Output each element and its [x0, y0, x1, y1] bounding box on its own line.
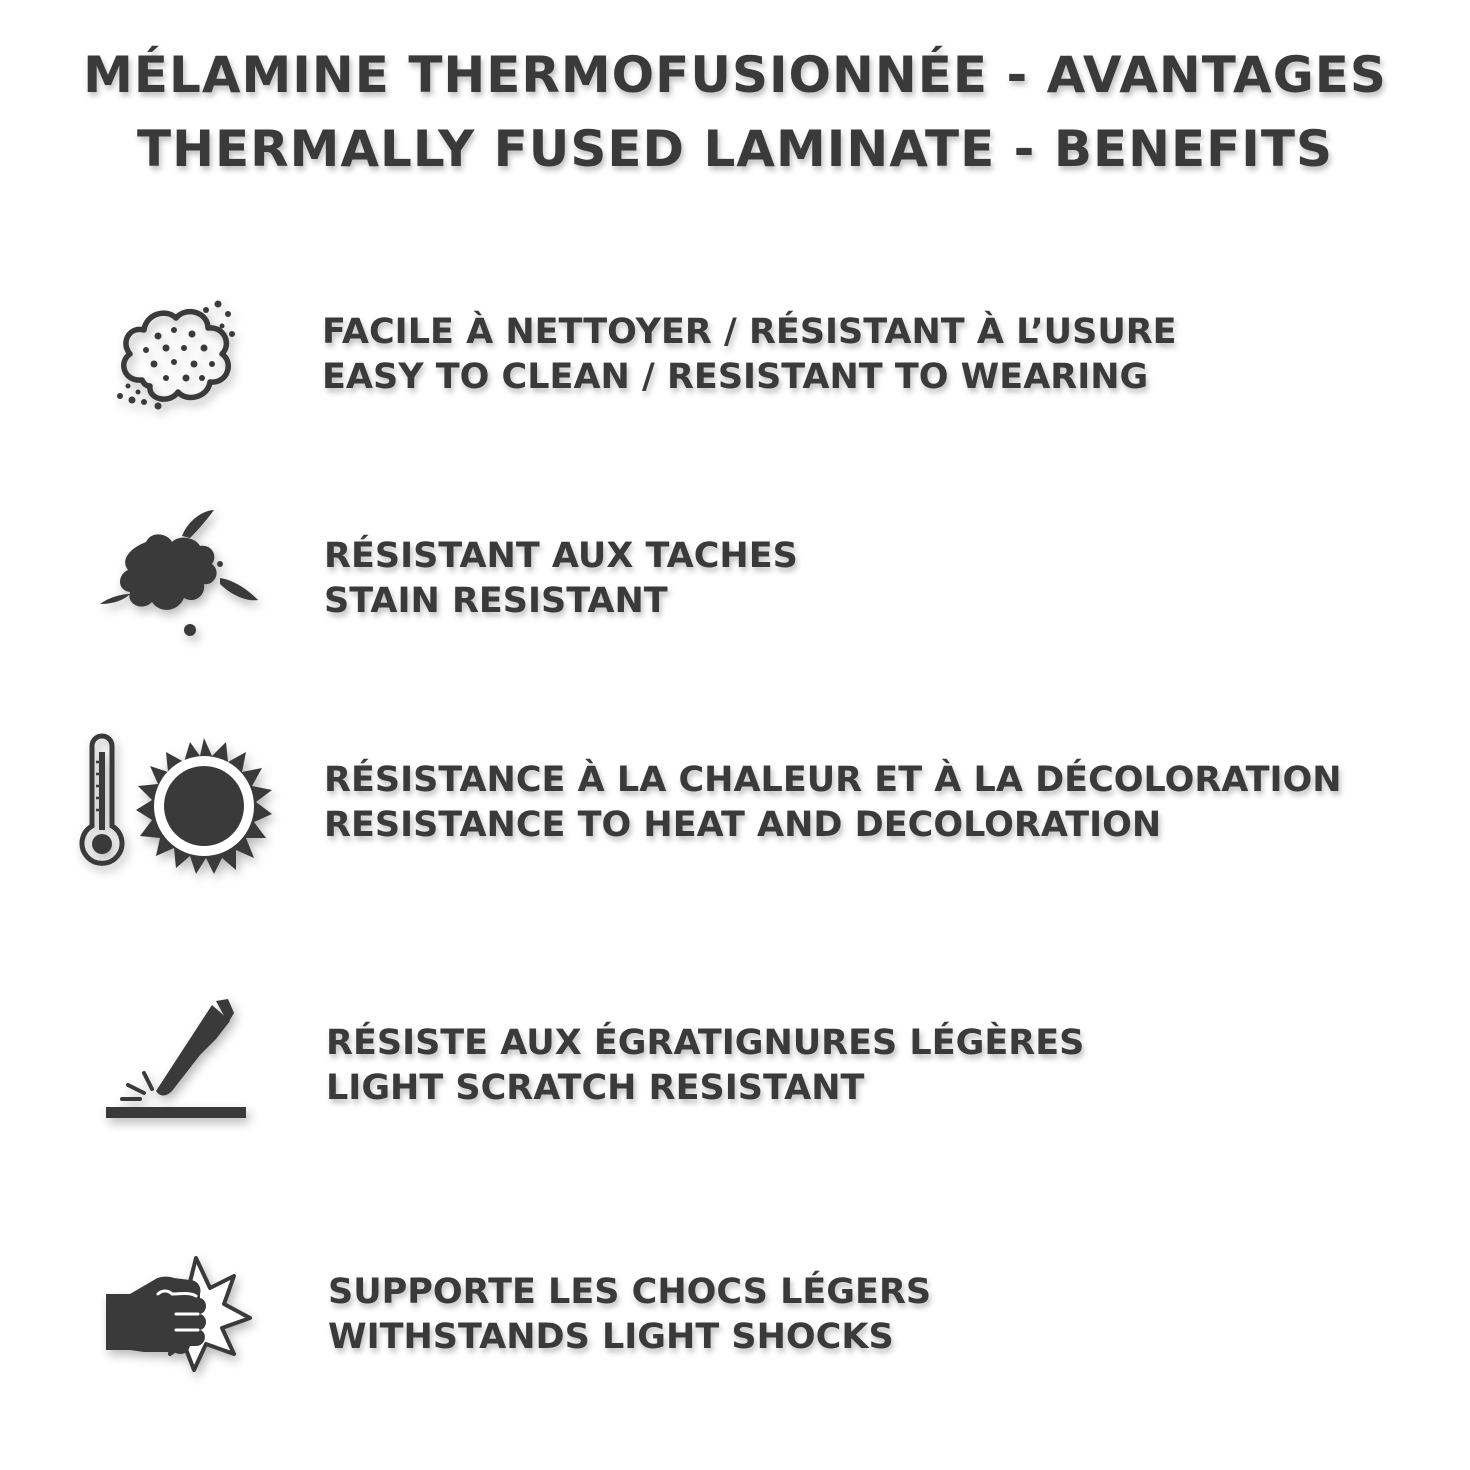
feature-label-en: STAIN RESISTANT [324, 581, 668, 621]
feature-stain-resistant [0, 500, 1470, 680]
feature-label-fr: RÉSISTANCE À LA CHALEUR ET À LA DÉCOLORATION [324, 760, 1342, 800]
knife-scratch-icon [104, 999, 250, 1123]
feature-heat-resistance [0, 730, 1470, 910]
feature-label [322, 310, 1177, 400]
stain-splash-icon [96, 504, 264, 636]
title-french: MÉLAMINE THERMOFUSIONNÉE - AVANTAGES [83, 46, 1387, 104]
feature-easy-to-clean [0, 290, 1470, 470]
dust-cleaning-icon [110, 298, 240, 413]
feature-label [328, 1270, 931, 1360]
feature-scratch-resistant [0, 995, 1470, 1175]
feature-label-fr: SUPPORTE LES CHOCS LÉGERS [328, 1272, 932, 1312]
thermometer-icon [82, 736, 122, 863]
feature-label-fr: RÉSISTE AUX ÉGRATIGNURES LÉGÈRES [326, 1023, 1085, 1063]
feature-label-en: EASY TO CLEAN / RESISTANT TO WEARING [322, 357, 1149, 397]
feature-label [324, 534, 798, 624]
fist-icon [106, 1277, 206, 1354]
thermometer-sun-icon [78, 734, 278, 874]
feature-label-fr: FACILE À NETTOYER / RÉSISTANT À L’USURE [322, 312, 1177, 352]
feature-label-en: WITHSTANDS LIGHT SHOCKS [328, 1317, 894, 1357]
fist-impact-icon [104, 1254, 252, 1378]
feature-label-en: LIGHT SCRATCH RESISTANT [326, 1068, 865, 1108]
feature-label [326, 1021, 1084, 1111]
sun-icon [136, 738, 272, 874]
feature-label-en: RESISTANCE TO HEAT AND DECOLORATION [324, 805, 1162, 845]
title-english: THERMALLY FUSED LAMINATE - BENEFITS [137, 120, 1333, 178]
feature-light-shocks [0, 1250, 1470, 1430]
feature-label-fr: RÉSISTANT AUX TACHES [324, 536, 798, 576]
feature-label [324, 758, 1342, 848]
